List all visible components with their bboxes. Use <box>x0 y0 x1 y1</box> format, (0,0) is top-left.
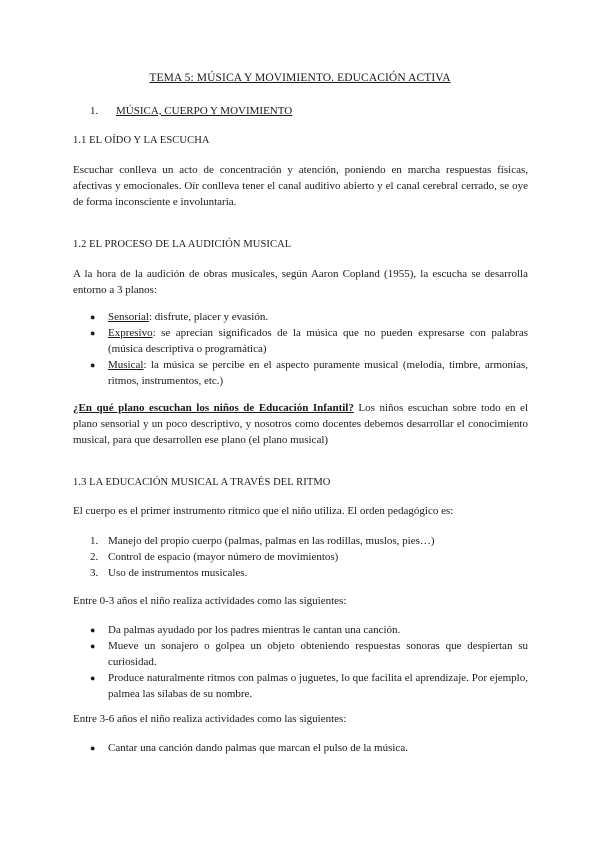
list-item <box>90 357 528 389</box>
list-item <box>90 622 528 638</box>
list-item <box>90 740 528 756</box>
item-number: 2. <box>90 551 99 563</box>
answer-text: Los niños escuchan sobre todo en el plano sensorial y un poco descriptivo, y nosotros como docentes debemos desarrollar el conocimiento musical, para que desarrollen ese plano (el plano musical) <box>73 402 528 446</box>
item-text: Produce naturalmente ritmos con palmas o juguetes, lo que facilita el aprendizaje. Por ejemplo, palmea las sílabas de su nombre. <box>108 672 528 700</box>
ordered-item <box>90 549 528 565</box>
age-3-6-list <box>90 740 528 756</box>
bullet-icon: ● <box>90 328 96 338</box>
item-text: Da palmas ayudado por los padres mientras le cantan una canción. <box>108 624 401 636</box>
bullet-icon: ● <box>90 673 96 683</box>
plane-term: Sensorial <box>108 311 149 323</box>
item-text: Manejo del propio cuerpo (palmas, palmas en las rodillas, muslos, pies…) <box>108 535 435 547</box>
section-number: 1. <box>90 105 99 117</box>
paragraph-age-3-6: Entre 3-6 años el niño realiza actividades como las siguientes: <box>73 713 347 725</box>
plane-term: Musical <box>108 359 144 371</box>
subheading-1-2: 1.2 EL PROCESO DE LA AUDICIÓN MUSICAL <box>73 239 292 250</box>
plane-description: : se aprecian significados de la música que no pueden expresarse con palabras (música descriptiva o programática) <box>108 327 528 355</box>
item-number: 1. <box>90 535 99 547</box>
ordered-item <box>90 533 528 549</box>
item-text: Control de espacio (mayor número de movimientos) <box>108 551 339 563</box>
bullet-icon: ● <box>90 641 96 651</box>
item-text: Mueve un sonajero o golpea un objeto obteniendo respuestas sonoras que despiertan su curiosidad. <box>108 640 528 668</box>
section-title-text: MÚSICA, CUERPO Y MOVIMIENTO <box>116 105 293 117</box>
item-number: 3. <box>90 567 99 579</box>
paragraph-ritmo-intro: El cuerpo es el primer instrumento rítmico que el niño utiliza. El orden pedagógico es: <box>73 505 454 517</box>
subheading-1-1: 1.1 EL OÍDO Y LA ESCUCHA <box>73 135 210 146</box>
bullet-icon: ● <box>90 360 96 370</box>
pedagogical-order-list <box>90 533 528 581</box>
plane-description: : la música se percibe en el aspecto puramente musical (melodía, timbre, armonías, ritmos, instrumentos, etc.) <box>108 359 528 387</box>
paragraph-oido-escucha: Escuchar conlleva un acto de concentración y atención, poniendo en marcha respuestas físicas, afectivas y emocionales. Oír conlleva tener el canal auditivo abierto y el canal cerebral cerrado, se oye de forma inconsciente e involuntaria. <box>73 164 528 208</box>
item-text: Uso de instrumentos musicales. <box>108 567 248 579</box>
paragraph-audicion-intro: A la hora de la audición de obras musicales, según Aaron Copland (1955), la escucha se desarrolla entorno a 3 planos: <box>73 268 528 296</box>
bullet-icon: ● <box>90 312 96 322</box>
ordered-item <box>90 565 528 581</box>
subheading-1-3: 1.3 LA EDUCACIÓN MUSICAL A TRAVÉS DEL RITMO <box>73 477 331 488</box>
question-text: ¿En qué plano escuchan los niños de Educación Infantil? <box>73 402 354 414</box>
plane-term: Expresivo <box>108 327 153 339</box>
plane-description: : disfrute, placer y evasión. <box>148 311 269 323</box>
item-text: Cantar una canción dando palmas que marcan el pulso de la música. <box>108 742 408 754</box>
list-item <box>90 325 528 357</box>
bullet-icon: ● <box>90 625 96 635</box>
document-title: TEMA 5: MÚSICA Y MOVIMIENTO. EDUCACIÓN ACTIVA <box>149 72 451 84</box>
list-item <box>90 309 528 325</box>
section-heading-1 <box>90 103 292 119</box>
paragraph-age-0-3: Entre 0-3 años el niño realiza actividades como las siguientes: <box>73 595 347 607</box>
paragraph-question <box>73 400 528 448</box>
bullet-icon: ● <box>90 743 96 753</box>
list-item <box>90 638 528 670</box>
planes-list <box>90 309 528 389</box>
list-item <box>90 670 528 702</box>
age-0-3-list <box>90 622 528 702</box>
